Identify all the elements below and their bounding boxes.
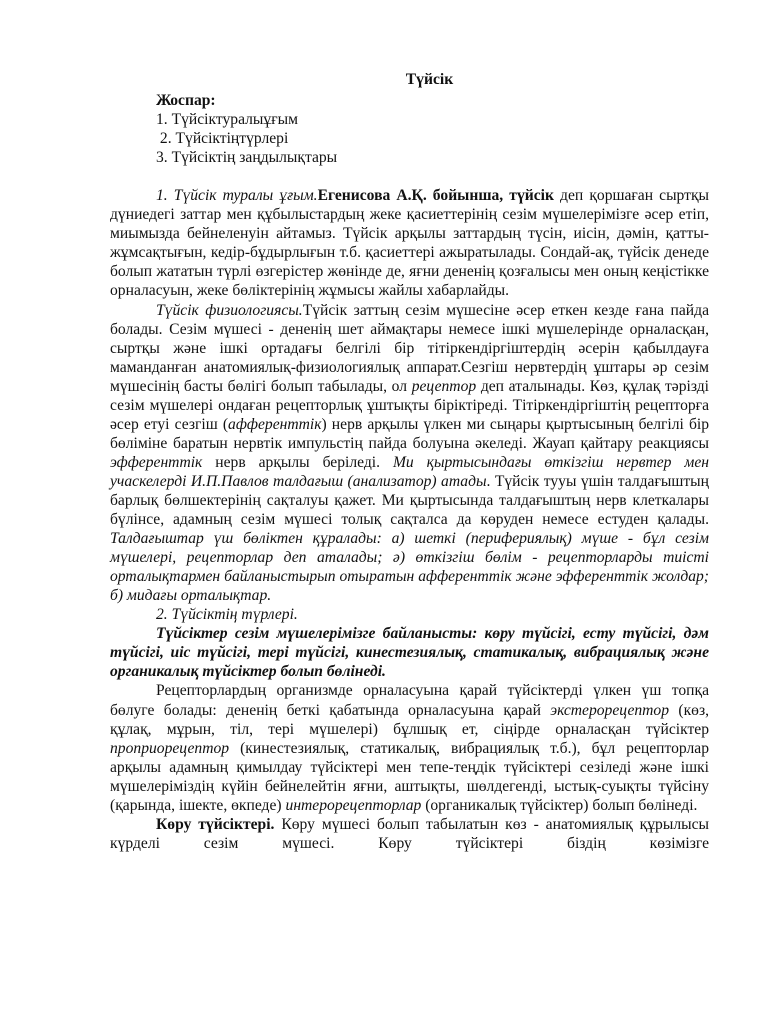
term-efferent: эфференттік xyxy=(110,453,203,471)
paragraph-receptors xyxy=(110,681,709,814)
plan-item: 3. Түйсіктің заңдылықтары xyxy=(156,149,338,167)
paragraph-text: деп қоршаған сыртқы дүниедегі заттар мен құбылыстардың жеке қасиеттерінің сезім мүшелерімізге әсер етіп, миымызда бейнеленуін айтамыз. Түйсік арқылы заттардың түсін, иісін, дәмін, қатты-жұмсақтығын, кедір-бұдырлығын т.б. қасиеттері ажыратылады. Сондай-ақ, түйсік денеде болып жататын түрлі өзгерістер жөнінде де, яғни дененің қозғалысы мен оның кеңістікке орналасуын, жеке бөліктерінің жұмысы жайлы хабарлайды. xyxy=(110,187,710,300)
paragraph-text: Рецепторлардың организмде орналасуына қарай түйсіктерді үлкен үш топқа бөлуге болады: дененің беткі қабатында орналасуына қарай xyxy=(110,682,709,719)
paragraph-text: (көз, құлақ, мұрын, тіл, тері мүшелері) бұлшық ет, сіңірде орналасқан түйсіктер xyxy=(110,701,709,738)
analyzer-parts: Талдағыштар үш бөліктен құралады: а) шеткі (перифериялық) мүше - бұл сезім мүшелері, рецепторлар деп аталады; ә) өткізгіш бөлім - рецепторларды тиісті орталықтармен байланыстырып отыратын афференттік және эфференттік жолдар; б) мидағы орталықтар. xyxy=(110,530,709,605)
paragraph-physiology xyxy=(110,301,709,606)
paragraph-text: нерв арқылы беріледі. xyxy=(202,453,393,471)
plan-item: 1. Түйсіктуралыұғым xyxy=(156,111,298,129)
paragraph-text: (органикалық түйсіктер) болып бөлінеді. xyxy=(421,796,698,814)
paragraph-vision xyxy=(110,815,709,853)
paragraph-text: . Түйсік тууы үшін талдағыштың барлық бөлшектерінің сақталуы қажет. Ми қыртысында талдағыштың нерв клеткалары бүлінсе, адамның сезім мүшесі толық сақталса да көруден немесе естуден қалады. xyxy=(110,472,709,529)
section-2-heading-text: 2. Түйсіктің түрлері. xyxy=(156,606,298,624)
plan-list xyxy=(110,110,709,167)
term-exteroreceptor: экстерорецептор xyxy=(550,701,670,719)
paragraph-text: деп аталынады. Көз, құлақ тәрізді сезім мүшелері ондаған рецепторлық ұштықты біріктіреді. Тітіркендіргіштің рецепторға әсер етуі сезгіш ( xyxy=(110,377,709,433)
term-sensation: түйсік xyxy=(509,187,554,205)
paragraph-text: ) нерв арқылы үлкен ми сыңары қыртысының белгілі бір бөліміне баратын нервтік импульстің пайда болуына әкеледі. Жауап қайтару реакциясы xyxy=(110,415,710,452)
paragraph-text: Түйсік заттың сезім мүшесіне әсер еткен кезде ғана пайда болады. Сезім мүшесі - дененің шет аймақтары немесе ішкі мүшелерінде орналасқан, сыртқы және ішкі ортадағы белгілі бір тітіркендіргіштердің әсерін қабылдауға маманданған анатомиялық-физиологиялық аппарат.Сезгіш нервтердің ұштары әр сезім мүшесінің басты бөлігі болып табылады, ол xyxy=(110,301,709,395)
term-receptor: рецептор xyxy=(411,377,477,395)
author-ref: Егенисова А.Қ. бойынша, xyxy=(317,187,510,205)
spacer xyxy=(110,167,709,186)
pavlov-sentence: Ми қыртысындағы өткізгіш нервтер мен учаскелерді И.П.Павлов талдағыш (анализатор) атады xyxy=(110,453,709,490)
plan-item: 2. Түйсіктіңтүрлері xyxy=(156,130,289,148)
term-interoreceptor: интерорецепторлар xyxy=(285,796,422,814)
vision-heading: Көру түйсіктері. xyxy=(156,815,275,833)
paragraph-text: Көру мүшесі болып табылатын көз - анатомиялық құрылысы күрделі сезім мүшесі. Көру түйсіктері біздің көзімізге xyxy=(110,815,709,852)
paragraph-text: (кинестезиялық, статикалық, вибрациялық т.б.), бұл рецепторлар арқылы адамның қимылдау түйсіктері мен тепе-теңдік түйсіктері сезіледі және ішкі мүшелеріміздің күйін бейнелейтін яғни, аштықты, шөлдегенді, ыстық-суықты түйсіну (қарында, ішекте, өкпеде) xyxy=(110,739,709,814)
plan-heading: Жоспар: xyxy=(156,92,216,110)
paragraph-types: Түйсіктер сезім мүшелерімізге байланысты: көру түйсігі, есту түйсігі, дәм түйсігі, иіс түйсігі, тері түйсігі, кинестезиялық, статикалық, вибрациялық және органикалық түйсіктер болып бөлінеді. xyxy=(110,625,709,681)
section-1-heading: 1. Түйсік туралы ұғым. xyxy=(156,187,318,205)
paragraph-concept xyxy=(110,186,709,300)
physiology-heading: Түйсік физиологиясы. xyxy=(156,301,303,319)
term-proprioreceptor: проприорецептор xyxy=(110,739,230,757)
document-title: Түйсік xyxy=(405,71,454,88)
section-2-heading xyxy=(110,605,709,624)
term-afferent: афференттік xyxy=(228,415,322,433)
